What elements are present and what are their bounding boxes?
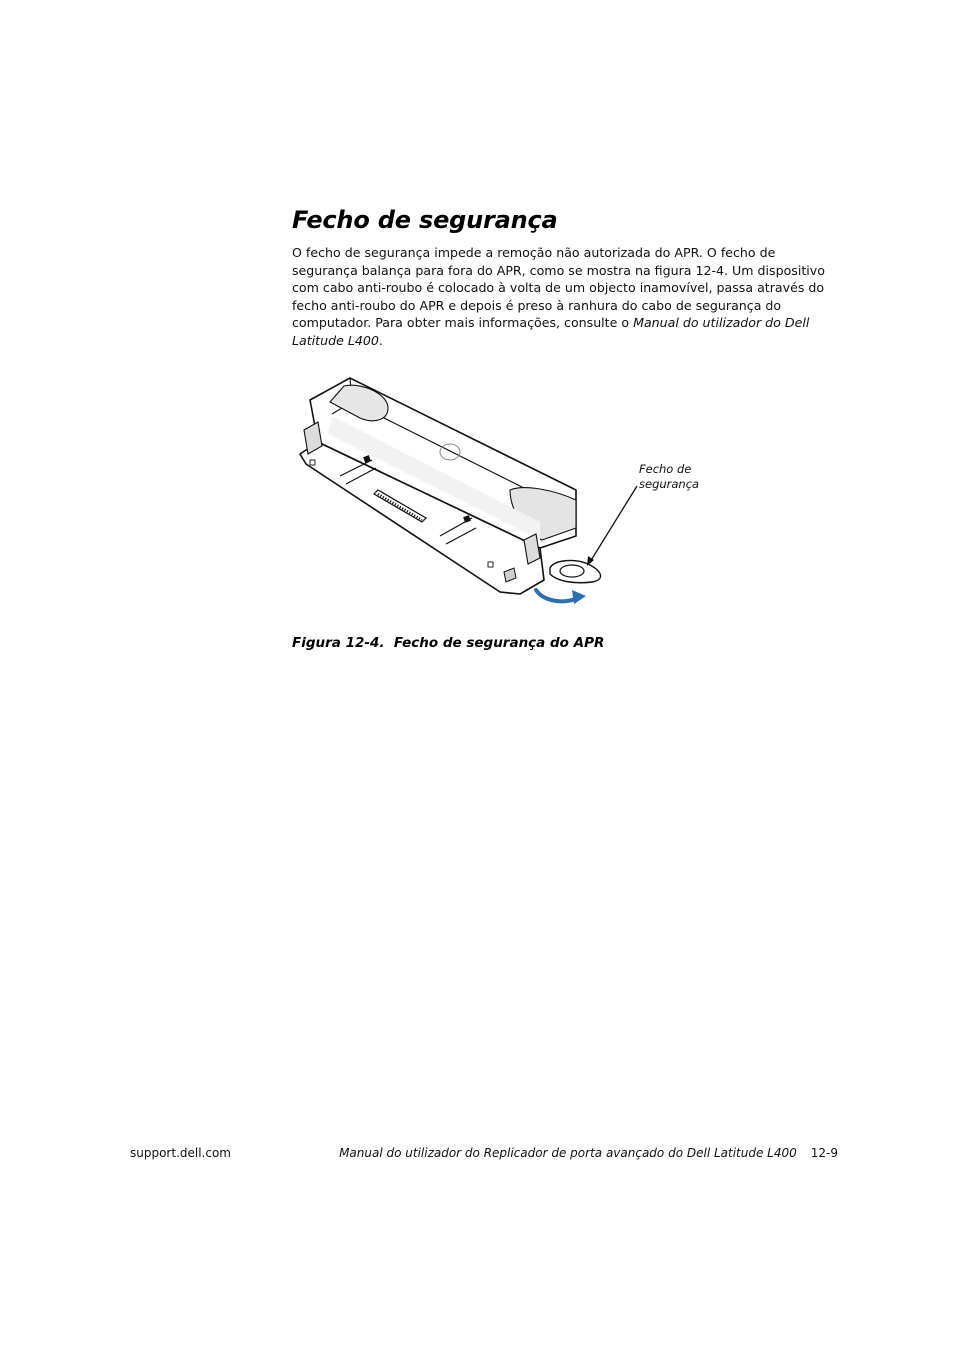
callout-leader-line	[590, 486, 637, 562]
manual-reference: Manual do utilizador do Dell Latitude L400	[292, 315, 810, 348]
figure-caption: Figura 12-4. Fecho de segurança do APR	[292, 635, 605, 651]
security-latch-callout	[639, 462, 699, 492]
swing-arrow	[536, 590, 578, 601]
footer-manual-info	[339, 1145, 838, 1161]
security-latch-hole	[560, 565, 584, 577]
paragraph-end: .	[378, 332, 383, 348]
page-number: 12-9	[810, 1146, 838, 1160]
body-paragraph	[292, 244, 832, 350]
callout-line-2: segurança	[639, 477, 700, 491]
footer-manual-title: Manual do utilizador do Replicador de porta avançado do Dell Latitude L400	[339, 1146, 797, 1160]
paragraph-text: O fecho de segurança impede a remoção não autorizada do APR. O fecho de segurança balança para fora do APR, como se mostra na figura 12-4. Um dispositivo com cabo anti-roubo é colocado à volta de um objecto inamovível, passa através do fecho anti-roubo do APR e depois é preso à ranhura do cabo de segurança do computador. Para obter mais informações, consulte o	[292, 245, 825, 331]
apr-security-latch-illustration	[292, 372, 712, 612]
footer-site: support.dell.com	[130, 1146, 231, 1160]
section-title: Fecho de segurança	[292, 206, 558, 234]
swing-arrow-head	[572, 590, 586, 604]
callout-line-1: Fecho de	[639, 462, 692, 476]
